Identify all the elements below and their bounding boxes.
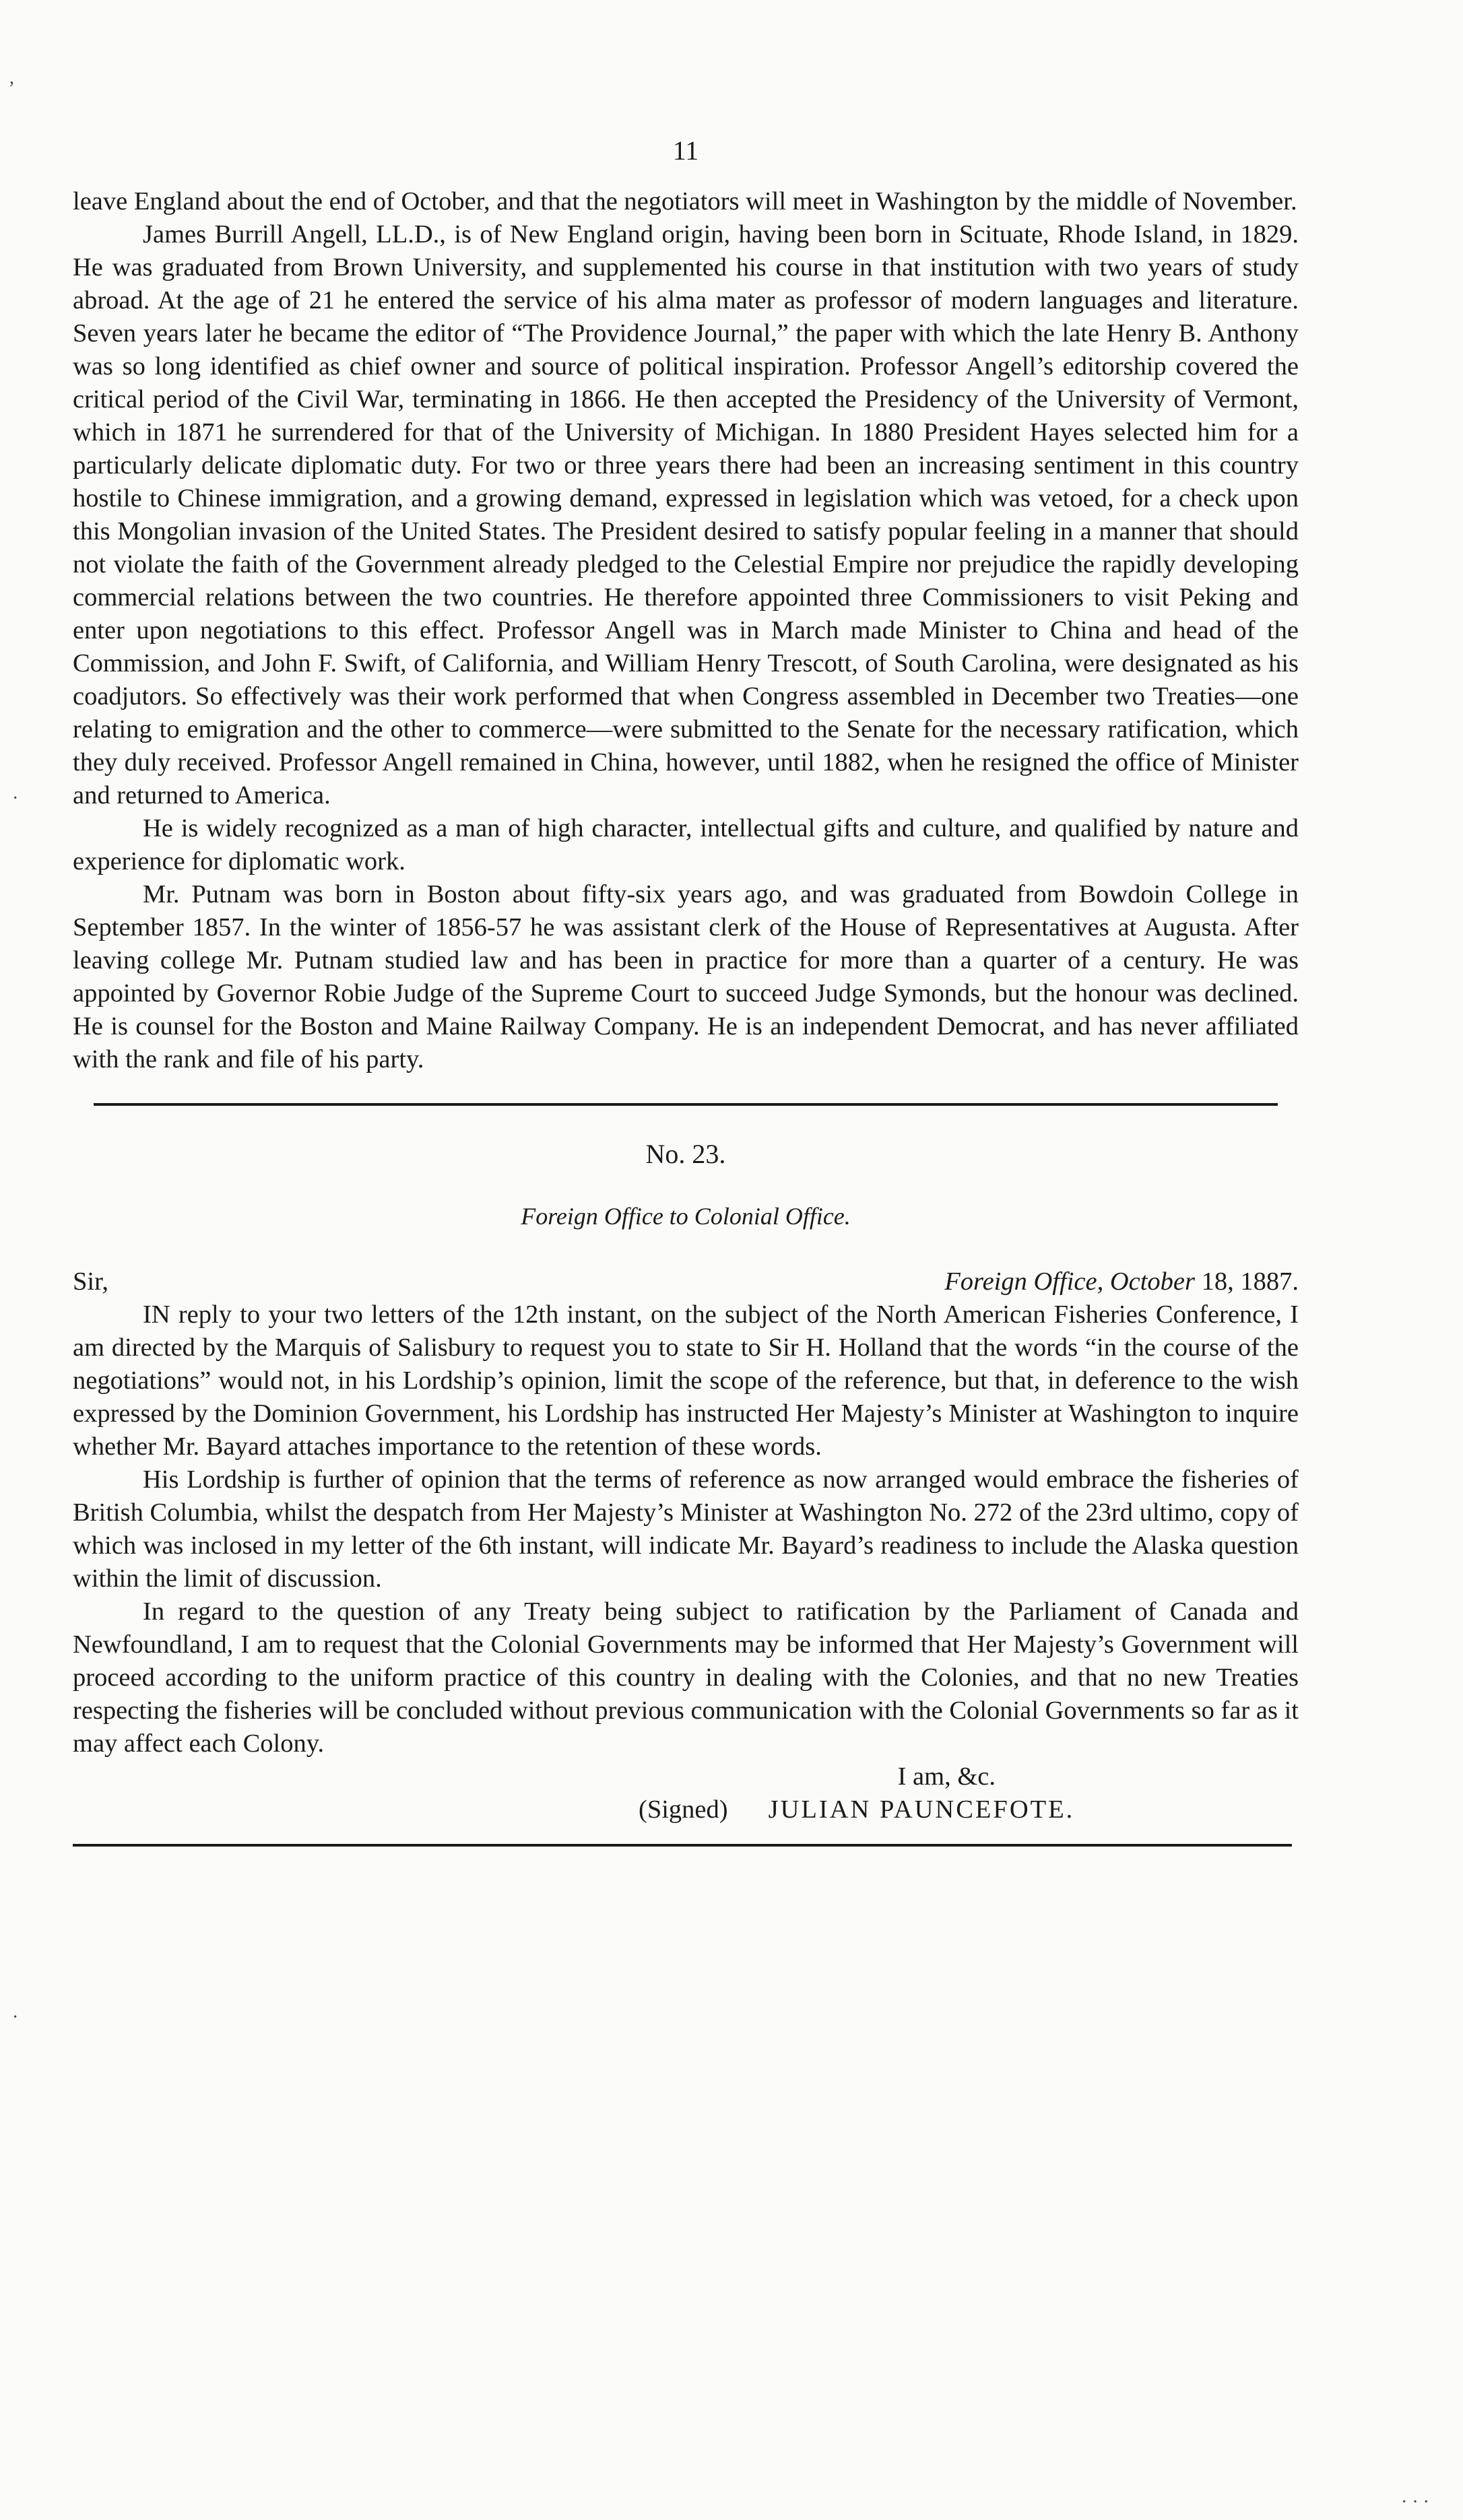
scan-speck: ,: [9, 67, 14, 88]
page-number: 11: [672, 135, 699, 166]
letter-paragraph-reply: IN reply to your two letters of the 12th instant, on the subject of the North American Fisheries Conference, I am directed by the Marquis of Salisbury to request you to state to Sir H. Holland that the words “in the course of the negotiations” would not, in his Lordship’s opinion, limit the scope of the reference, but that, in deference to the wish expressed by the Dominion Government, his Lordship has instructed Her Majesty’s Minister at Washington to inquire whether Mr. Bayard attaches importance to the retention of these words.: [73, 1300, 1299, 1461]
salutation: Sir,: [73, 1267, 109, 1296]
signature-row: [639, 1793, 1299, 1826]
dateline-month: October: [1109, 1267, 1195, 1296]
letter-paragraph-terms: His Lordship is further of opinion that the terms of reference as now arranged would embrace the fisheries of British Columbia, whilst the despatch from Her Majesty’s Minister at Washington No. 272 of the 23rd ultimo, copy of which was inclosed in my letter of the 6th instant, will indicate Mr. Bayard’s readiness to include the Alaska question within the limit of discussion.: [73, 1465, 1299, 1593]
dateline-place: Foreign Office,: [944, 1267, 1104, 1296]
closing-divider: [73, 1844, 1292, 1847]
paragraph-angell-biography: James Burrill Angell, LL.D., is of New England origin, having been born in Scituate, Rhode Island, in 1829. He was graduated from Brown University, and supplemented his course in that institution with two years of study abroad. At the age of 21 he entered the service of his alma mater as professor of modern languages and literature. Seven years later he became the editor of “The Providence Journal,” the paper with which the late Henry B. Anthony was so long identified as chief owner and source of political inspiration. Professor Angell’s editorship covered the critical period of the Civil War, terminating in 1866. He then accepted the Presidency of the University of Vermont, which in 1871 he surrendered for that of the University of Michigan. In 1880 President Hayes selected him for a particularly delicate diplomatic duty. For two or three years there had been an increasing sentiment in this country hostile to Chinese immigration, and a growing demand, expressed in legislation which was vetoed, for a check upon this Mongolian invasion of the United States. The President desired to satisfy popular feeling in a manner that should not violate the faith of the Government already pledged to the Celestial Empire nor prejudice the rapidly developing commercial relations between the two countries. He therefore appointed three Commissioners to visit Peking and enter upon negotiations to this effect. Professor Angell was in March made Minister to China and head of the Commission, and John F. Swift, of California, and William Henry Trescott, of South Carolina, were designated as his coadjutors. So effectively was their work performed that when Congress assembled in December two Treaties—one relating to emigration and the other to commerce—were submitted to the Senate for the necessary ratification, which they duly received. Professor Angell remained in China, however, until 1882, when he resigned the office of Minister and returned to America.: [73, 220, 1299, 809]
document-number: No. 23.: [645, 1139, 726, 1169]
dateline: [944, 1265, 1299, 1298]
letter-closing: I am, &c.: [897, 1762, 996, 1791]
paragraph-continuation: leave England about the end of October, and that the negotiators will meet in Washington by the middle of November.: [73, 187, 1297, 215]
paragraph-putnam-biography: Mr. Putnam was born in Boston about fifty-six years ago, and was graduated from Bowdoin College in September 1857. In the winter of 1856-57 he was assistant clerk of the House of Representatives at Augusta. After leaving college Mr. Putnam studied law and has been in practice for more than a quarter of a century. He was appointed by Governor Robie Judge of the Supreme Court to succeed Judge Symonds, but the honour was declined. He is counsel for the Boston and Maine Railway Company. He is an independent Democrat, and has never affiliated with the rank and file of his party.: [73, 880, 1299, 1073]
scan-speck: · · ·: [1401, 2492, 1429, 2513]
document-page: [73, 135, 1299, 1847]
signed-label: (Signed): [639, 1795, 728, 1824]
paragraph-angell-character: He is widely recognized as a man of high character, intellectual gifts and culture, and qualified by nature and experience for diplomatic work.: [73, 814, 1299, 875]
scan-speck: ·: [12, 788, 19, 809]
scan-speck: ·: [12, 2007, 19, 2028]
letter-paragraph-ratification: In regard to the question of any Treaty being subject to ratification by the Parliament of Canada and Newfoundland, I am to request that the Colonial Governments may be informed that Her Majesty’s Government will proceed according to the uniform practice of this country in dealing with the Colonies, and that no new Treaties respecting the fisheries will be concluded without previous communication with the Colonial Governments so far as it may affect each Colony.: [73, 1597, 1299, 1758]
salutation-row: [73, 1265, 1299, 1298]
section-divider: [94, 1103, 1278, 1106]
signature-name: JULIAN PAUNCEFOTE.: [768, 1795, 1075, 1824]
document-heading: Foreign Office to Colonial Office.: [521, 1203, 851, 1230]
dateline-rest: 18, 1887.: [1201, 1267, 1299, 1296]
